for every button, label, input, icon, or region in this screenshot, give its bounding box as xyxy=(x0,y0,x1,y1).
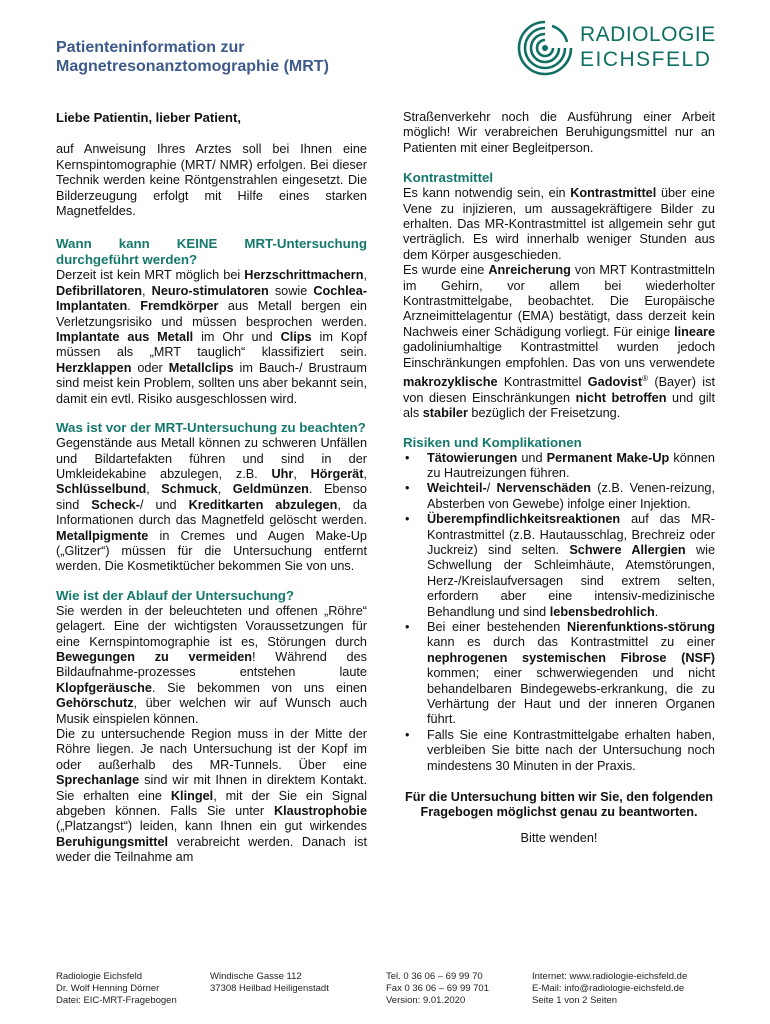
list-item: • Bei einer bestehenden Nierenfunktions-störung kann es durch das Kontrastmittel zu einer nephrogenen systemischen Fibrose (NSF) kommen; einer schwerwiegenden und nicht behandelbaren Bindegewebs-erkrankung, die zu Verhärtung der Haut und der inneren Organen führt. xyxy=(427,620,715,728)
contrast-paragraph-2: Es wurde eine Anreicherung von MRT Kontrastmitteln im Gehirn, vor allem bei wiederholter Kontrastmittelgabe, beobachtet. Die Europäische Arzneimittelagentur (EMA) bestätigt, dass derzeit kein Nachweis einer Schädigung vorliegt. Für einige lineare gadoliniumhaltige Kontrastmittel wurden jedoch Einschränkungen empfohlen. Das von uns verwendete makrozyklische Kontrastmittel Gadovist® (Bayer) ist von diesen Einschränkungen nicht betroffen und gilt als stabiler bezüglich der Freisetzung. xyxy=(403,263,715,421)
footer-practice xyxy=(56,971,177,1007)
intro-paragraph: auf Anweisung Ihres Arztes soll bei Ihnen eine Kernspintomographie (MRT/ NMR) erfolgen. Bei dieser Technik werden keine Röntgenstrahlen eingesetzt. Die Bilderzeugung erfolgt mit Hilfe eines starken Magnetfeldes. xyxy=(56,142,367,219)
footer-file: Datei: EIC-MRT-Fragebogen xyxy=(56,995,177,1006)
section-heading-procedure: Wie ist der Ablauf der Untersuchung? xyxy=(56,587,295,603)
logo-mark-icon xyxy=(516,18,574,78)
section-heading-contraindications: Wann kann KEINE MRT-Untersuchung durchgeführt werden? xyxy=(56,236,367,268)
turn-page-note: Bitte wenden! xyxy=(520,830,598,845)
section-heading-contrast: Kontrastmittel xyxy=(403,170,494,186)
right-column xyxy=(403,110,715,846)
logo-text-eichsfeld: EICHSFELD xyxy=(580,48,712,71)
footer-page: Seite 1 von 2 Seiten xyxy=(532,995,618,1006)
footer-tel: Tel. 0 36 06 – 69 99 70 xyxy=(386,971,483,982)
section-heading-risks: Risiken und Komplikationen xyxy=(403,434,582,450)
left-column xyxy=(56,110,367,866)
list-item: • Falls Sie eine Kontrastmittelgabe erhalten haben, verbleiben Sie bitte nach der Untersuchung noch mindestens 30 Minuten in der Praxis. xyxy=(427,728,715,774)
title-line-2: Magnetresonanztomographie (MRT) xyxy=(56,58,329,75)
footer-email: E-Mail: info@radiologie-eichsfeld.de xyxy=(532,983,685,994)
contrast-paragraph-1: Es kann notwendig sein, ein Kontrastmittel über eine Vene zu injizieren, um aussagekräftigere Bilder zu erhalten. Das MR-Kontrastmittel ist allgemein sehr gut verträglich. Es wird innerhalb weniger Stunden aus dem Körper ausgeschieden. xyxy=(403,186,715,262)
risks-list xyxy=(403,451,715,775)
preparation-paragraph: Gegenstände aus Metall können zu schweren Unfällen und Bildartefakten führen und sind in der Umkleidekabine abzulegen, z.B. Uhr, Hörgerät, Schlüsselbund, Schmuck, Geldmünzen. Ebenso sind Scheck-/ und Kreditkarten abzulegen, da Informationen durch das Magnetfeld gelöscht werden. Metallpigmente in Cremes und Augen Make-Up („Glitzer“) müssen für die Untersuchung entfernt werden. Die Kosmetiktücher bekommen Sie von uns. xyxy=(56,436,367,574)
footer-practice-name: Radiologie Eichsfeld xyxy=(56,971,143,982)
list-item: • Weichteil-/ Nervenschäden (z.B. Venen-reizung, Absterben von Gewebe) infolge einer Injektion. xyxy=(427,481,715,512)
closing-request: Für die Untersuchung bitten wir Sie, den folgenden Fragebogen möglichst genau zu beantworten. xyxy=(404,790,714,820)
footer-internet: Internet: www.radiologie-eichsfeld.de xyxy=(532,971,688,982)
footer-web xyxy=(532,971,687,1007)
title-line-1: Patienteninformation zur xyxy=(56,39,245,56)
footer-address xyxy=(210,971,329,995)
procedure-paragraph-2: Die zu untersuchende Region muss in der Mitte der Röhre liegen. Je nach Untersuchung ist der Kopf im oder außerhalb des MR-Tunnels. Über eine Sprechanlage sind wir mit Ihnen in direktem Kontakt. Sie erhalten eine Klingel, mit der Sie ein Signal abgeben können. Falls Sie unter Klaustrophobie („Platzangst“) leiden, kann Ihnen ein gut wirkendes Beruhigungsmittel verabreicht werden. Danach ist weder die Teilnahme am xyxy=(56,727,368,865)
list-item: • Überempfindlichkeitsreaktionen auf das MR-Kontrastmittel (z.B. Hautausschlag, Brechreiz oder Juckreiz) sind selten. Schwere Allergien wie Schwellung der Schleimhäute, Atemstörungen, Herz-/Kreislaufversagen sind extrem selten, erfordern aber eine intensiv-medizinische Behandlung und sind lebensbedrohlich. xyxy=(427,512,715,620)
footer-fax: Fax 0 36 06 – 69 99 701 xyxy=(386,983,489,994)
logo xyxy=(516,18,746,78)
footer-street: Windische Gasse 112 xyxy=(210,971,302,982)
footer-doctor: Dr. Wolf Henning Dörner xyxy=(56,983,160,994)
list-item: • Tätowierungen und Permanent Make-Up können zu Hautreizungen führen. xyxy=(427,451,715,482)
page-title xyxy=(56,38,329,76)
footer-city: 37308 Heilbad Heiligenstadt xyxy=(210,983,329,994)
procedure-paragraph-1: Sie werden in der beleuchteten und offenen „Röhre“ gelagert. Eine der wichtigsten Voraussetzungen für eine Kernspintomographie ist es, Störungen durch Bewegungen zu vermeiden! Während des Bildaufnahme-prozesses entstehen laute Klopfgeräusche. Sie bekommen von uns einen Gehörschutz, über welchen wir auf Wunsch auch Musik einspielen können. xyxy=(56,603,368,726)
footer-phone xyxy=(386,971,489,1007)
footer-version: Version: 9.01.2020 xyxy=(386,995,466,1006)
section-heading-preparation: Was ist vor der MRT-Untersuchung zu beachten? xyxy=(56,420,366,436)
contraindications-paragraph: Derzeit ist kein MRT möglich bei Herzschrittmachern, Defibrillatoren, Neuro-stimulatoren sowie Cochlea-Implantaten. Fremdkörper aus Metall bergen ein Verletzungsrisiko und müssen besprochen werden. Implantate aus Metall im Ohr und Clips im Kopf müssen als „MRT tauglich“ klassifiziert sein. Herzklappen oder Metallclips im Bauch-/ Brustraum sind meist kein Problem, sollten uns aber bekannt sein, damit ein evtl. Risiko ausgeschlossen wird. xyxy=(56,268,367,406)
logo-text-radiologie: RADIOLOGIE xyxy=(580,23,716,46)
greeting: Liebe Patientin, lieber Patient, xyxy=(56,110,241,125)
continuation-paragraph: Straßenverkehr noch die Ausführung einer Arbeit möglich! Wir verabreichen Beruhigungsmittel nur an Patienten mit einer Begleitperson. xyxy=(403,110,715,155)
